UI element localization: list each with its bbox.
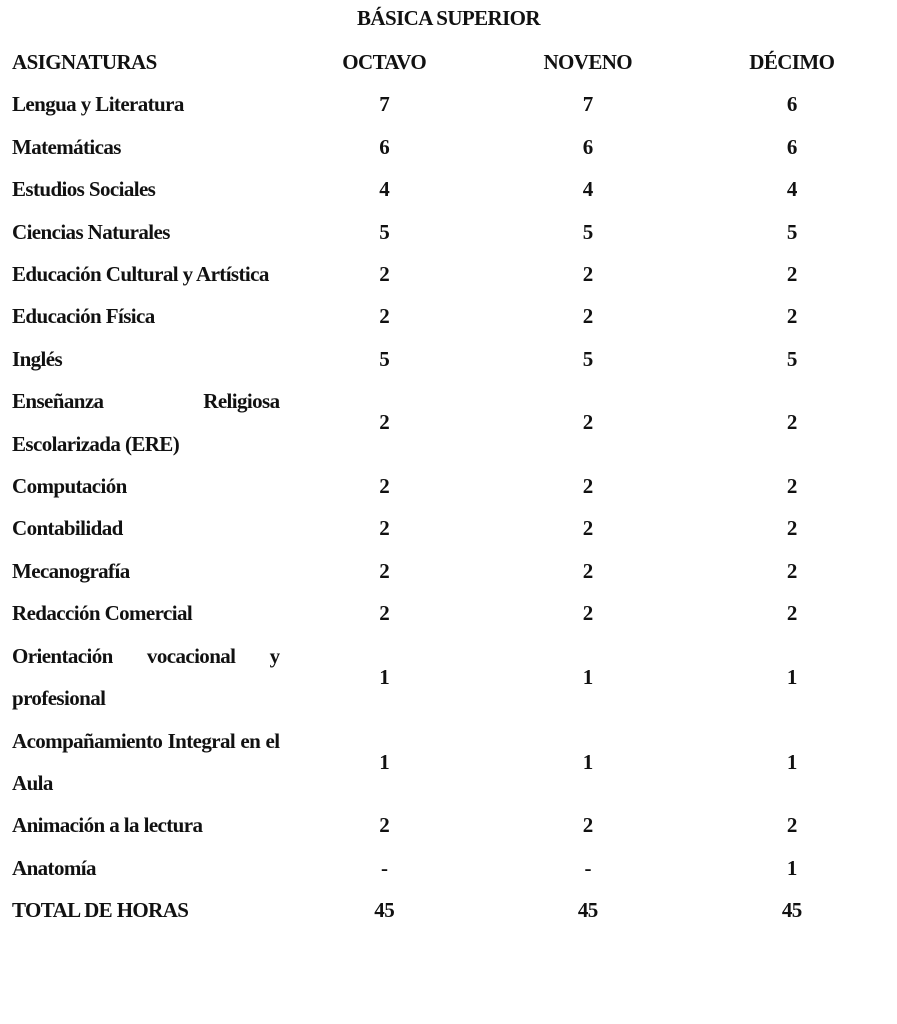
decimo-hours: 2	[786, 516, 797, 541]
total-octavo: 45	[374, 898, 395, 923]
noveno-hours: 1	[582, 664, 593, 689]
decimo-hours: 5	[786, 346, 797, 371]
decimo-hours: 6	[786, 92, 797, 117]
octavo-hours: 2	[379, 813, 390, 838]
table-row	[12, 507, 897, 549]
octavo-hours: 2	[379, 410, 390, 435]
table-row	[12, 211, 897, 253]
subject-cell: Mecanografía	[12, 558, 130, 583]
document-title: BÁSICA SUPERIOR	[357, 6, 540, 30]
noveno-hours: 2	[582, 474, 593, 499]
table-header-row	[12, 41, 897, 83]
noveno-hours: 2	[582, 516, 593, 541]
table-row	[12, 635, 897, 720]
total-row	[12, 889, 897, 931]
noveno-hours: 2	[582, 813, 593, 838]
subject-cell: Redacción Comercial	[12, 601, 193, 626]
subject-cell: Contabilidad	[12, 516, 123, 541]
table-row	[12, 847, 897, 889]
octavo-hours: 5	[379, 346, 390, 371]
octavo-hours: 2	[379, 516, 390, 541]
subject-cell: Orientación vocacional y profesional	[12, 643, 280, 711]
decimo-hours: 5	[786, 219, 797, 244]
subject-cell: Matemáticas	[12, 134, 121, 159]
decimo-hours: 2	[786, 601, 797, 626]
noveno-hours: 7	[582, 92, 593, 117]
table-row	[12, 83, 897, 125]
subject-cell: Estudios Sociales	[12, 177, 156, 202]
table-row	[12, 126, 897, 168]
header-noveno: NOVENO	[543, 50, 633, 74]
subject-cell: Animación a la lectura	[12, 813, 203, 838]
table-row	[12, 338, 897, 380]
noveno-hours: 1	[582, 749, 593, 774]
subject-cell: Anatomía	[12, 855, 96, 880]
subject-cell: Inglés	[12, 346, 63, 371]
table-row	[12, 380, 897, 465]
total-noveno: 45	[577, 898, 598, 923]
subject-cell: Lengua y Literatura	[12, 92, 184, 117]
noveno-hours: 2	[582, 558, 593, 583]
subject-cell: Enseñanza Religiosa Escolarizada (ERE)	[12, 389, 280, 456]
noveno-hours: 2	[582, 262, 593, 287]
noveno-hours: 4	[582, 177, 593, 202]
header-decimo: DÉCIMO	[749, 50, 835, 74]
octavo-hours: 2	[379, 262, 390, 287]
noveno-hours: 2	[582, 601, 593, 626]
octavo-hours: 1	[379, 749, 390, 774]
table-row	[12, 465, 897, 507]
octavo-hours: 2	[379, 474, 390, 499]
decimo-hours: 1	[786, 664, 797, 689]
subject-cell: Acompañamiento Integral en el Aula	[12, 728, 280, 795]
decimo-hours: 6	[786, 134, 797, 159]
noveno-hours: 5	[582, 346, 593, 371]
decimo-hours: 2	[786, 813, 797, 838]
octavo-hours: 2	[379, 304, 390, 329]
octavo-hours: 7	[379, 92, 390, 117]
subject-cell: Computación	[12, 474, 127, 499]
octavo-hours: 6	[379, 134, 390, 159]
noveno-hours: -	[584, 855, 591, 880]
table-row	[12, 168, 897, 210]
decimo-hours: 4	[786, 177, 797, 202]
octavo-hours: -	[381, 855, 388, 880]
table-row	[12, 720, 897, 805]
table-row	[12, 550, 897, 592]
decimo-hours: 2	[786, 262, 797, 287]
decimo-hours: 2	[786, 474, 797, 499]
total-decimo: 45	[781, 898, 802, 923]
header-asignaturas: ASIGNATURAS	[12, 50, 157, 74]
noveno-hours: 5	[582, 219, 593, 244]
subject-cell: Educación Cultural y Artística	[12, 262, 269, 287]
subject-cell: Ciencias Naturales	[12, 219, 170, 244]
decimo-hours: 2	[786, 304, 797, 329]
total-label: TOTAL DE HORAS	[12, 898, 189, 923]
header-octavo: OCTAVO	[342, 50, 427, 74]
octavo-hours: 2	[379, 558, 390, 583]
table-row	[12, 592, 897, 634]
table-row	[12, 295, 897, 337]
decimo-hours: 1	[786, 749, 797, 774]
decimo-hours: 1	[786, 855, 797, 880]
decimo-hours: 2	[786, 558, 797, 583]
table-row	[12, 253, 897, 295]
octavo-hours: 2	[379, 601, 390, 626]
decimo-hours: 2	[786, 410, 797, 435]
hours-table	[12, 41, 897, 932]
table-row	[12, 804, 897, 846]
subject-cell: Educación Física	[12, 304, 155, 329]
noveno-hours: 2	[582, 410, 593, 435]
octavo-hours: 1	[379, 664, 390, 689]
octavo-hours: 5	[379, 219, 390, 244]
noveno-hours: 2	[582, 304, 593, 329]
octavo-hours: 4	[379, 177, 390, 202]
noveno-hours: 6	[582, 134, 593, 159]
